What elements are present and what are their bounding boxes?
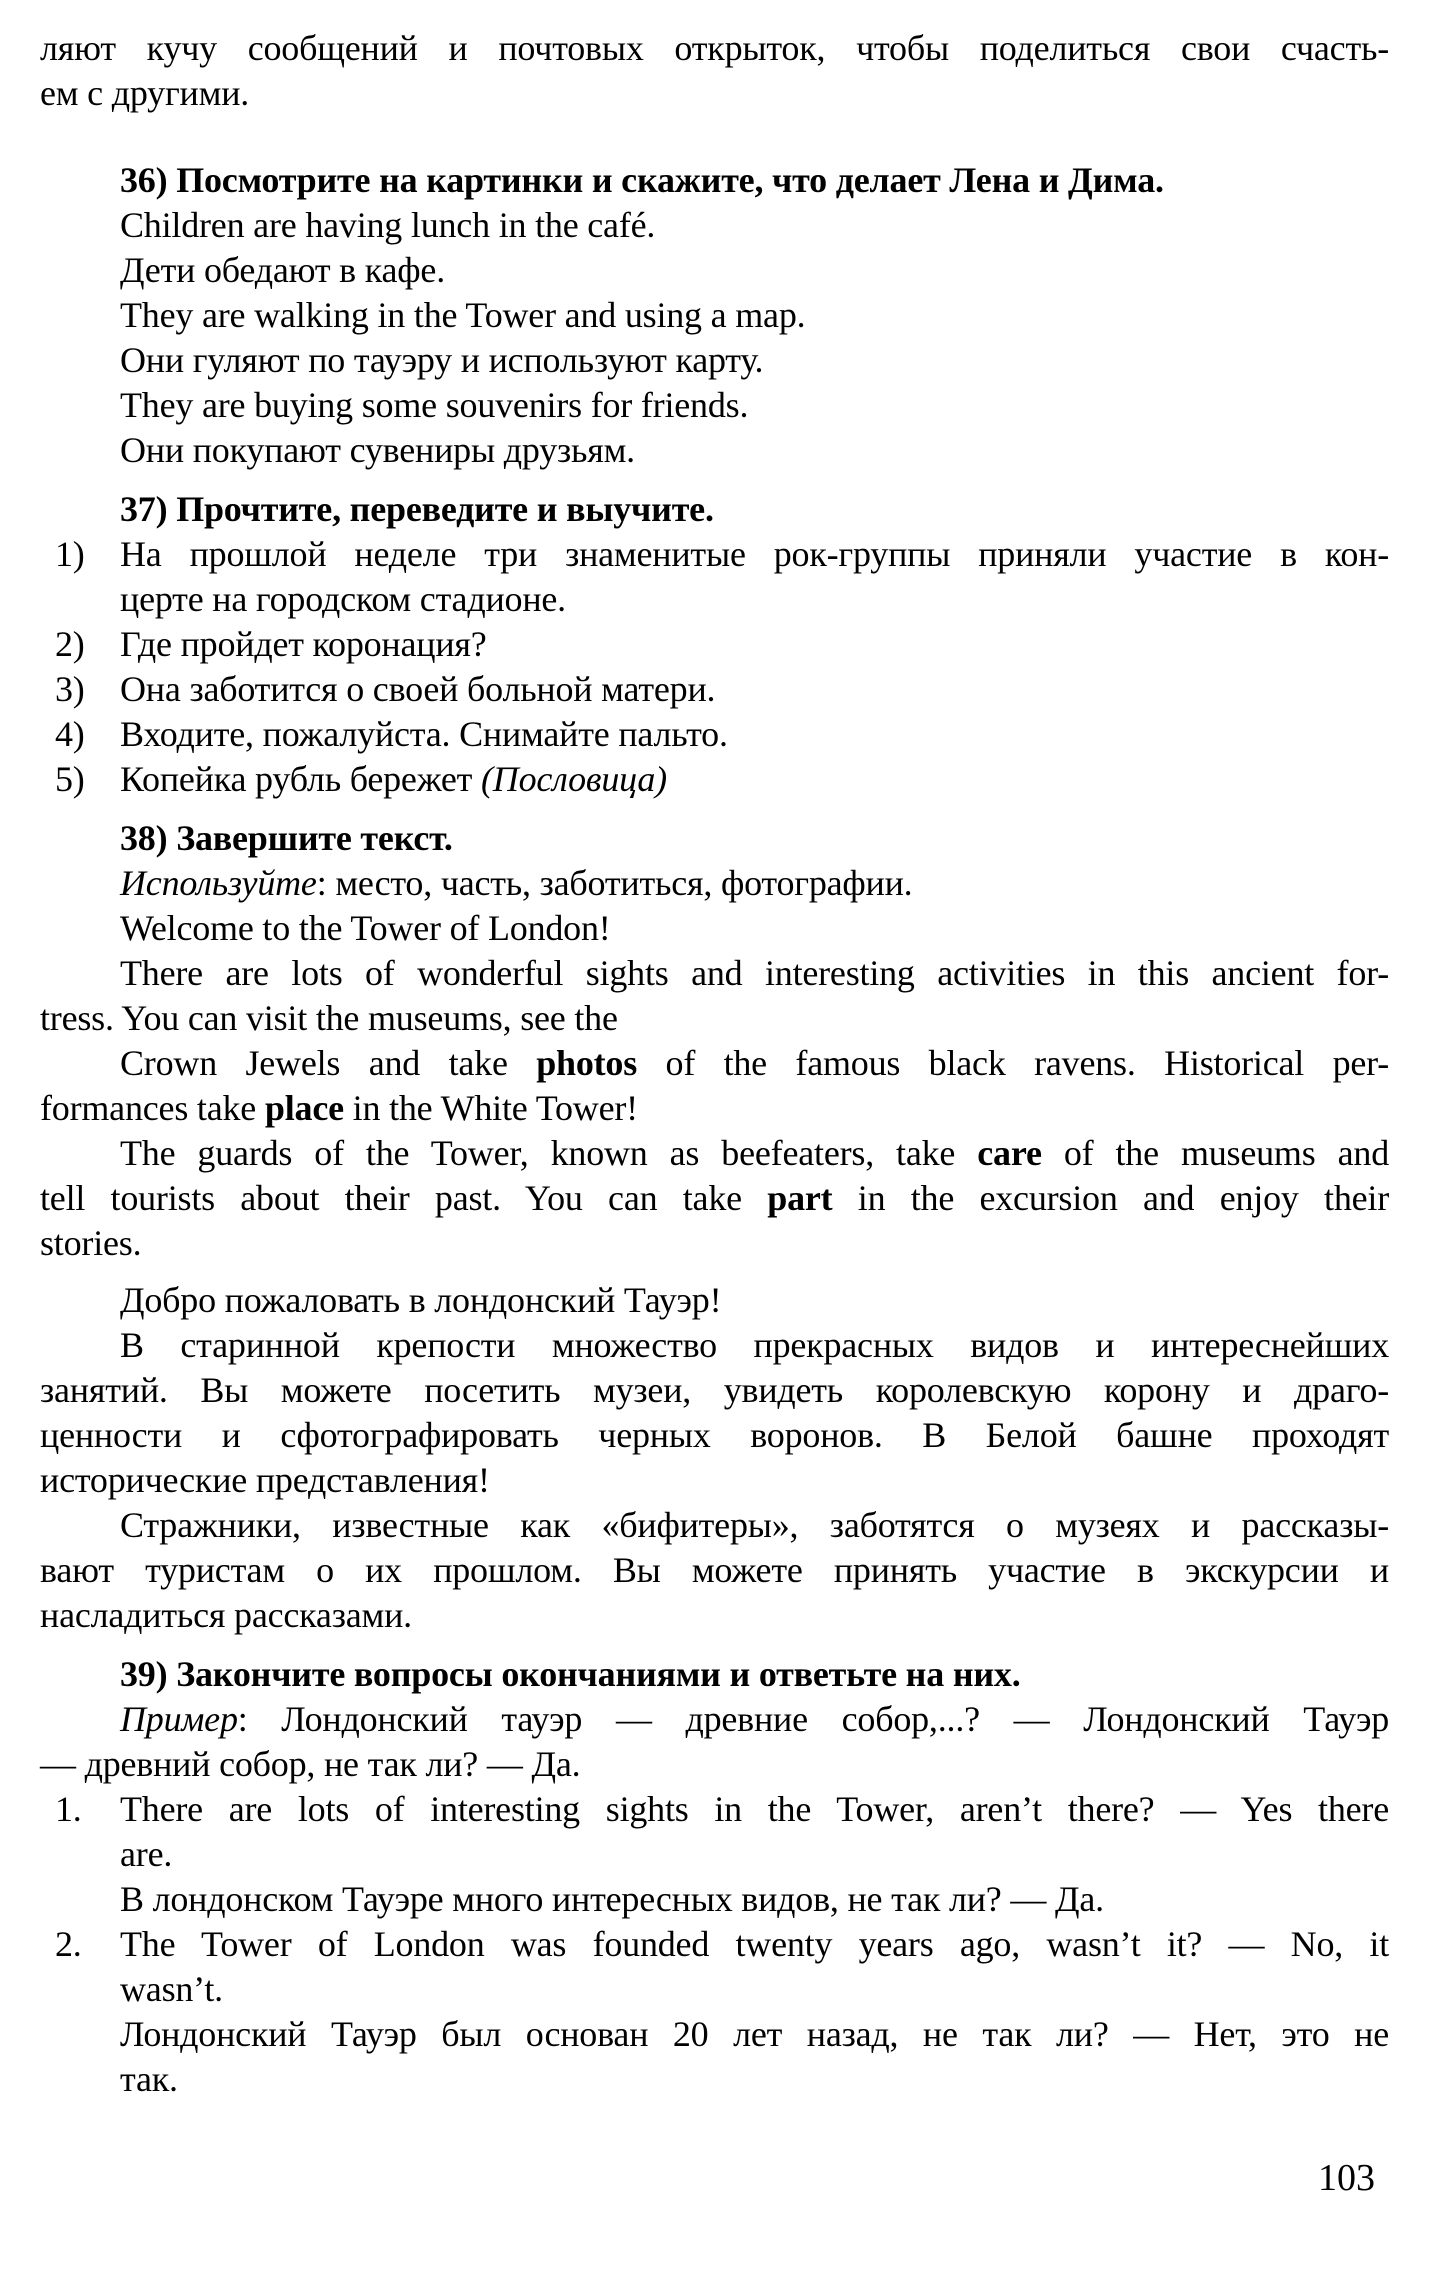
text-line: насладиться рассказами. — [40, 1595, 412, 1635]
list-item — [40, 532, 1389, 622]
exercise-39-section — [40, 1652, 1389, 2102]
text-line: Они покупают сувениры друзьям. — [120, 430, 635, 470]
text-line: Лондонский Тауэр был основан 20 лет назад, не так ли? — Нет, это не — [120, 2014, 1389, 2054]
list-number: 4) — [55, 714, 85, 754]
text-line: There are lots of interesting sights in the Tower, aren’t there? — Yes there — [120, 1789, 1389, 1829]
exercise-39-heading: 39) Закончите вопросы окончаниями и ответьте на них. — [120, 1654, 1021, 1694]
text-line: The Tower of London was founded twenty years ago, wasn’t it? — No, it — [120, 1924, 1389, 1964]
exercise-37-heading: 37) Прочтите, переведите и выучите. — [120, 489, 714, 529]
page-number: 103 — [1318, 2157, 1375, 2199]
text-line: В старинной крепости множество прекрасных видов и интереснейших — [120, 1325, 1389, 1365]
text-line: formances take place in the White Tower! — [40, 1088, 638, 1128]
text-line: Welcome to the Tower of London! — [120, 908, 611, 948]
exercise-36-heading: 36) Посмотрите на картинки и скажите, что делает Лена и Дима. — [120, 160, 1164, 200]
text-line: церте на городском стадионе. — [120, 579, 566, 619]
list-number: 2) — [55, 624, 85, 664]
text-line: исторические представления! — [40, 1460, 490, 1500]
list-item — [40, 1922, 1389, 2102]
text-line: В лондонском Тауэре много интересных видов, не так ли? — Да. — [120, 1879, 1104, 1919]
text-line: Копейка рубль бережет (Пословица) — [120, 759, 667, 799]
text-line: Добро пожаловать в лондонский Тауэр! — [120, 1280, 722, 1320]
text-line: The guards of the Tower, known as beefeaters, take care of the museums and — [120, 1133, 1389, 1173]
text-line: tress. You can visit the museums, see the — [40, 998, 618, 1038]
text-line: wasn’t. — [120, 1969, 223, 2009]
text-line: — древний собор, не так ли? — Да. — [40, 1744, 581, 1784]
text-line: ем с другими. — [40, 73, 250, 113]
list-number: 2. — [55, 1924, 82, 1964]
text-line: They are walking in the Tower and using a map. — [120, 295, 806, 335]
list-item — [40, 622, 1389, 667]
exercise-36-section — [40, 158, 1389, 473]
text-line: На прошлой неделе три знаменитые рок-группы приняли участие в кон- — [120, 534, 1389, 574]
list-number: 1. — [55, 1789, 82, 1829]
text-line: Входите, пожалуйста. Снимайте пальто. — [120, 714, 728, 754]
text-line: are. — [120, 1834, 173, 1874]
text-line: вают туристам о их прошлом. Вы можете принять участие в экскурсии и — [40, 1550, 1389, 1590]
text-line: Они гуляют по тауэру и используют карту. — [120, 340, 764, 380]
text-line: так. — [120, 2059, 178, 2099]
text-line: ляют кучу сообщений и почтовых открыток, чтобы поделиться свои счасть- — [40, 28, 1389, 68]
text-line: Где пройдет коронация? — [120, 624, 487, 664]
text-line: Пример: Лондонский тауэр — древние собор,...? — Лондонский Тауэр — [120, 1699, 1389, 1739]
text-line: They are buying some souvenirs for friends. — [120, 385, 749, 425]
exercise-38-heading: 38) Завершите текст. — [120, 818, 453, 858]
text-line: Стражники, известные как «бифитеры», заботятся о музеях и рассказы- — [120, 1505, 1389, 1545]
text-line: Дети обедают в кафе. — [120, 250, 445, 290]
list-number: 3) — [55, 669, 85, 709]
text-line: stories. — [40, 1223, 142, 1263]
list-item — [40, 712, 1389, 757]
text-line: Children are having lunch in the café. — [120, 205, 656, 245]
list-item — [40, 757, 1389, 802]
exercise-38-section — [40, 816, 1389, 1638]
list-number: 5) — [55, 759, 85, 799]
text-line: Используйте: место, часть, заботиться, фотографии. — [120, 863, 913, 903]
list-number: 1) — [55, 534, 85, 574]
text-line: ценности и сфотографировать черных воронов. В Белой башне проходят — [40, 1415, 1389, 1455]
list-item — [40, 667, 1389, 712]
text-line: Она заботится о своей больной матери. — [120, 669, 716, 709]
text-line: Crown Jewels and take photos of the famous black ravens. Historical per- — [120, 1043, 1389, 1083]
text-line: There are lots of wonderful sights and interesting activities in this ancient for- — [120, 953, 1389, 993]
text-line: tell tourists about their past. You can take part in the excursion and enjoy their — [40, 1178, 1389, 1218]
list-item — [40, 1787, 1389, 1922]
text-line: занятий. Вы можете посетить музеи, увидеть королевскую корону и драго- — [40, 1370, 1389, 1410]
intro-paragraph — [40, 26, 1389, 116]
exercise-37-section — [40, 487, 1389, 802]
